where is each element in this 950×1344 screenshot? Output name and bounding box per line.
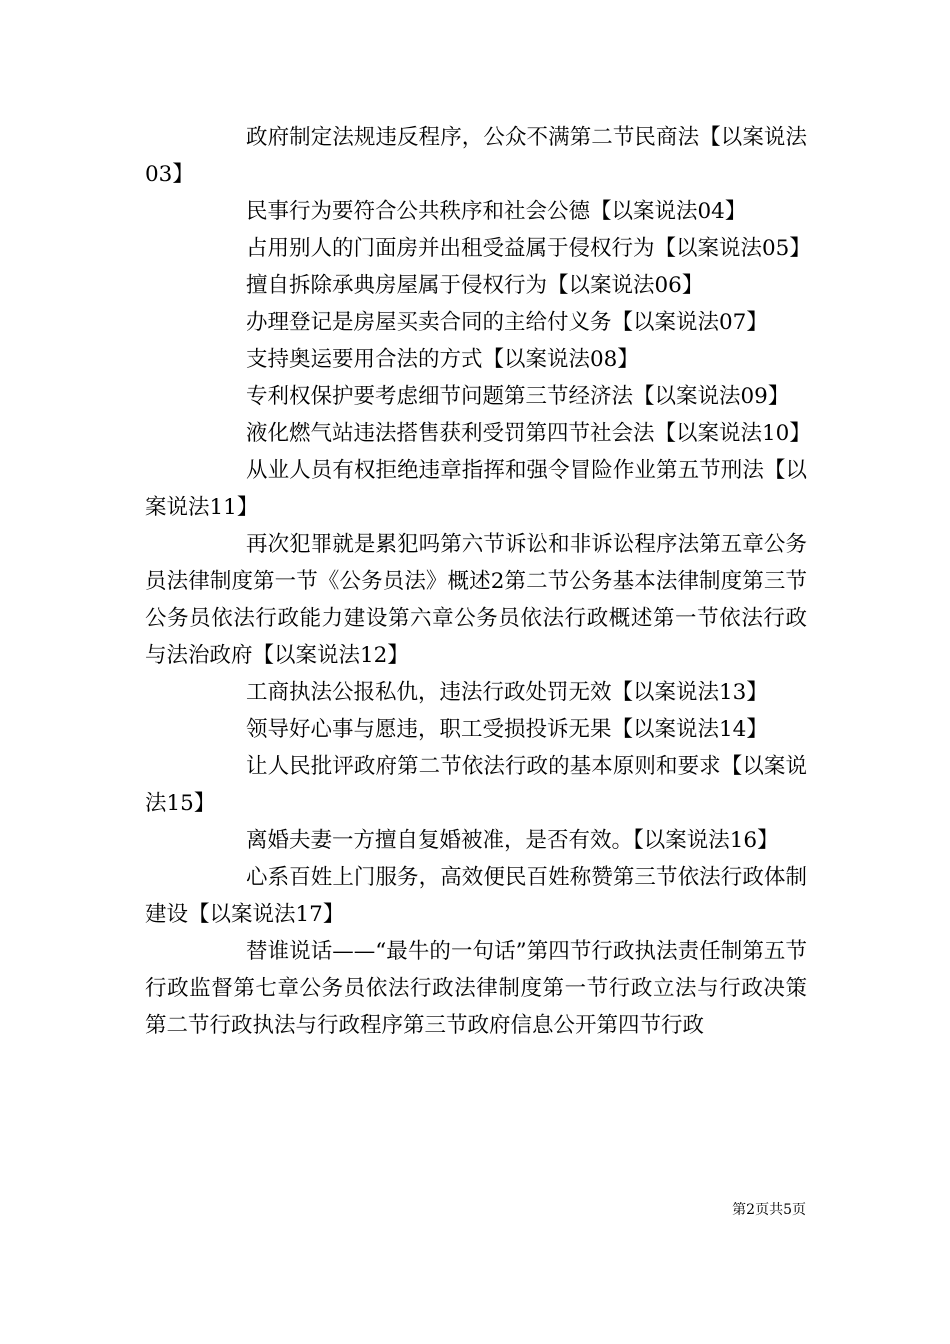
paragraph: 工商执法公报私仇，违法行政处罚无效【以案说法13】 [246, 680, 768, 705]
paragraph: 离婚夫妻一方擅自复婚被准，是否有效。【以案说法16】 [246, 828, 779, 853]
paragraph: 从业人员有权拒绝违章指挥和强令冒险作业第五节刑法【以案说法11】 [145, 458, 807, 520]
paragraph: 心系百姓上门服务，高效便民百姓称赞第三节依法行政体制建设【以案说法17】 [145, 865, 807, 927]
page-number-footer: 第2页共5页 [732, 1202, 806, 1218]
paragraph: 政府制定法规违反程序，公众不满第二节民商法【以案说法03】 [145, 125, 807, 187]
paragraph: 再次犯罪就是累犯吗第六节诉讼和非诉讼程序法第五章公务员法律制度第一节《公务员法》概述2第二节公务基本法律制度第三节公务员依法行政能力建设第六章公务员依法行政概述第一节依法行政与法治政府【以案说法12】 [145, 532, 807, 668]
paragraph: 液化燃气站违法搭售获利受罚第四节社会法【以案说法10】 [246, 421, 811, 446]
paragraph: 专利权保护要考虑细节问题第三节经济法【以案说法09】 [246, 384, 790, 409]
paragraph: 办理登记是房屋买卖合同的主给付义务【以案说法07】 [246, 310, 768, 335]
paragraph: 占用别人的门面房并出租受益属于侵权行为【以案说法05】 [246, 236, 811, 261]
paragraph: 支持奥运要用合法的方式【以案说法08】 [246, 347, 639, 372]
paragraph: 领导好心事与愿违，职工受损投诉无果【以案说法14】 [246, 717, 768, 742]
document-body [145, 119, 811, 1044]
paragraph: 民事行为要符合公共秩序和社会公德【以案说法04】 [246, 199, 747, 224]
paragraph: 让人民批评政府第二节依法行政的基本原则和要求【以案说法15】 [145, 754, 807, 816]
paragraph: 擅自拆除承典房屋属于侵权行为【以案说法06】 [246, 273, 704, 298]
paragraph: 替谁说话——“最牛的一句话”第四节行政执法责任制第五节行政监督第七章公务员依法行政法律制度第一节行政立法与行政决策第二节行政执法与行政程序第三节政府信息公开第四节行政 [145, 939, 807, 1038]
